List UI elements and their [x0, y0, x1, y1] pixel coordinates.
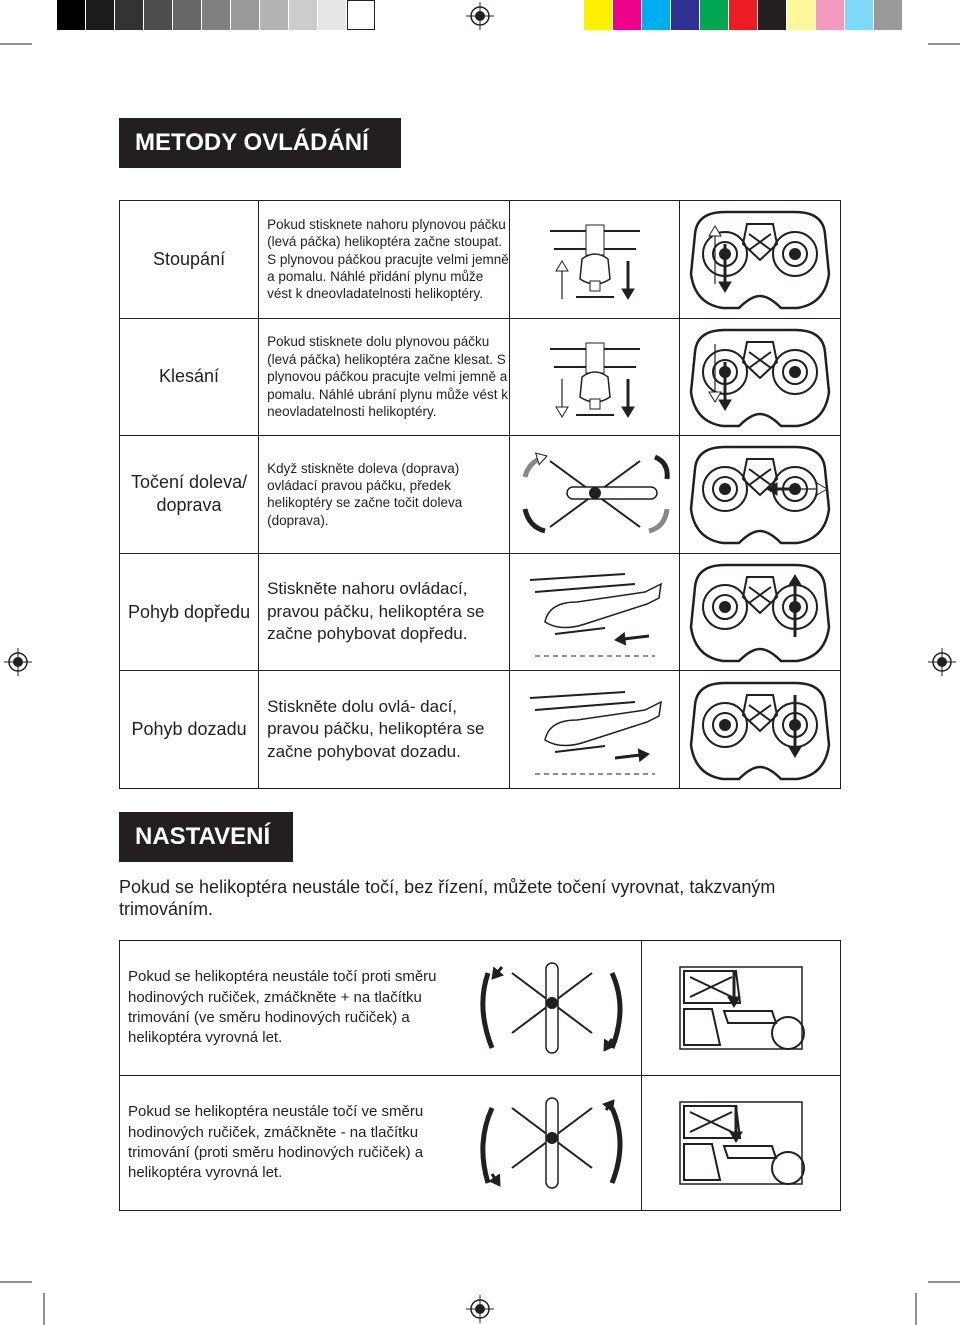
control-row [120, 318, 841, 436]
control-description: Stiskněte dolu ovlá- dací, pravou páčku, helikoptéra se začne pohybovat dozadu. [259, 671, 510, 789]
section-heading-controls: METODY OVLÁDÁNÍ [119, 118, 401, 168]
trim-row [120, 1076, 841, 1211]
trim-row [120, 941, 841, 1076]
control-name: Točení doleva/ doprava [120, 436, 259, 554]
remote-right-stick-up-icon [680, 553, 841, 671]
control-name: Stoupání [120, 201, 259, 319]
trim-description: Pokud se helikoptéra neustále točí proti směru hodinových ručiček, zmáčkněte + na tlačítku trimování (ve směru hodinových ručiček) a helikoptéra vyrovná let. [120, 941, 464, 1076]
remote-right-stick-sideways-icon [680, 436, 841, 554]
setup-intro-text: Pokud se helikoptéra neustále točí, bez řízení, můžete točení vyrovnat, takzvaným trimováním. [119, 877, 776, 919]
remote-trim-minus-icon [641, 1076, 840, 1211]
helicopter-side-backward-icon [510, 671, 680, 789]
remote-trim-plus-icon [641, 941, 840, 1076]
control-description: Když stiskněte doleva (doprava) ovládací pravou páčku, předek helikoptéry se začne točit doleva (doprava). [259, 436, 510, 554]
trim-table [119, 940, 841, 1211]
control-name: Pohyb dozadu [120, 671, 259, 789]
control-name: Klesání [120, 318, 259, 436]
control-description: Pokud stisknete dolu plynovou páčku (levá páčka) helikoptéra začne klesat. S plynovou páčkou pracujte velmi jemně a pomalu. Náhlé ubrání plynu může vést k neovladatelnosti helikoptéry. [259, 318, 510, 436]
control-row [120, 671, 841, 789]
trim-description: Pokud se helikoptéra neustále točí ve směru hodinových ručiček, zmáčkněte - na tlačítku trimování (proti směru hodinových ručiček) a helikoptéra vyrovná let. [120, 1076, 464, 1211]
control-name: Pohyb dopředu [120, 553, 259, 671]
remote-left-stick-down-icon [680, 318, 841, 436]
control-description: Stiskněte nahoru ovládací, pravou páčku, helikoptéra se začne pohybovat dopředu. [259, 553, 510, 671]
control-row [120, 436, 841, 554]
helicopter-top-cw-rotation-icon [463, 1076, 641, 1211]
control-row [120, 201, 841, 319]
remote-right-stick-down-icon [680, 671, 841, 789]
helicopter-top-ccw-rotation-icon [463, 941, 641, 1076]
control-row [120, 553, 841, 671]
helicopter-front-down-icon [510, 318, 680, 436]
helicopter-side-forward-icon [510, 553, 680, 671]
control-description: Pokud stisknete nahoru plynovou páčku (levá páčka) helikoptéra začne stoupat. S plynovou páčkou pracujte velmi jemně a pomalu. Náhlé přidání plynu může vést k dneovladatelnosti helikoptéry. [259, 201, 510, 319]
controls-table [119, 200, 841, 789]
helicopter-top-rotate-icon [510, 436, 680, 554]
helicopter-front-up-icon [510, 201, 680, 319]
section-heading-setup: NASTAVENÍ [119, 812, 293, 862]
remote-left-stick-up-icon [680, 201, 841, 319]
